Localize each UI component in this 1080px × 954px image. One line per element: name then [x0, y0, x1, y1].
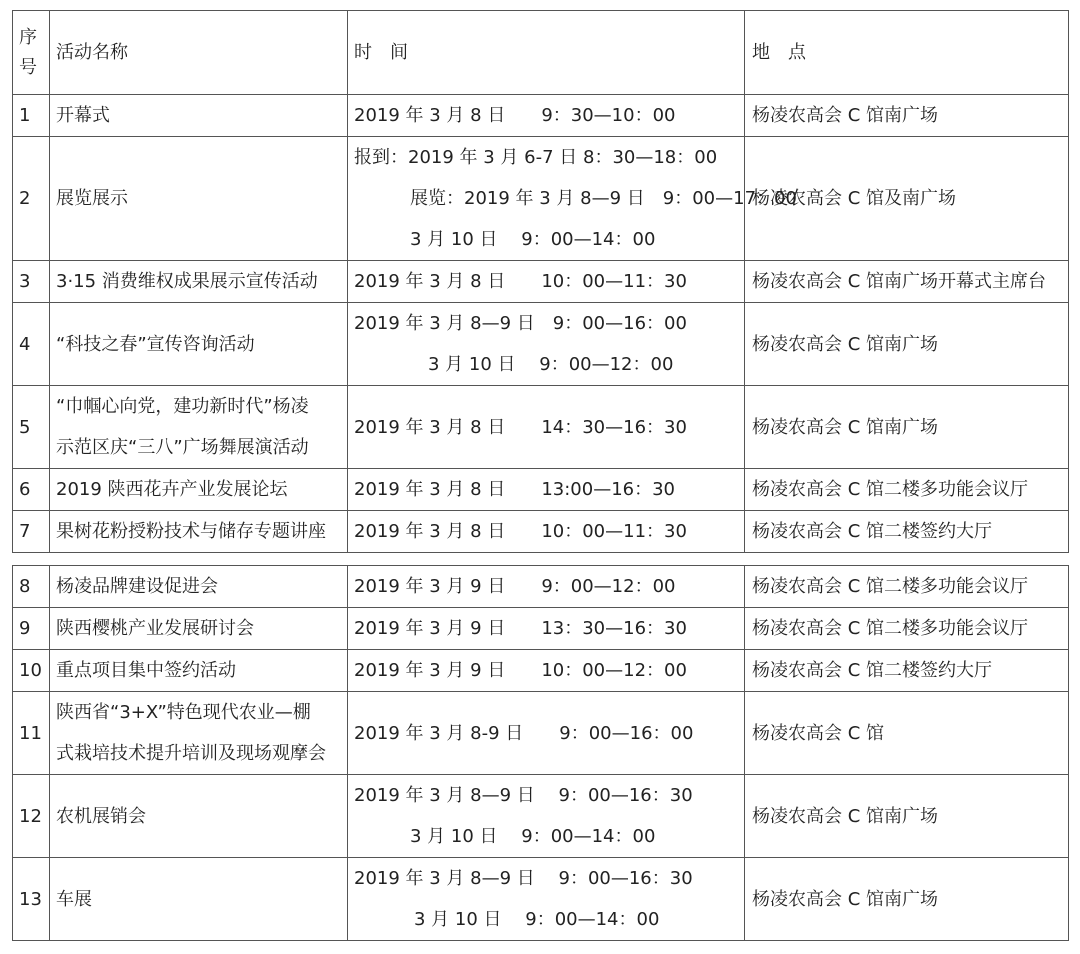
table-row — [13, 303, 1069, 386]
activity-time — [348, 511, 745, 553]
header-time: 时 间 — [348, 11, 745, 95]
table-row — [13, 469, 1069, 511]
activity-name-line: 开幕式 — [56, 105, 110, 126]
activity-time — [348, 95, 745, 137]
activity-location: 杨凌农高会 C 馆二楼多功能会议厅 — [745, 566, 1069, 608]
activity-location: 杨凌农高会 C 馆二楼签约大厅 — [745, 650, 1069, 692]
row-num: 10 — [13, 650, 50, 692]
activity-name-line: 陕西樱桃产业发展研讨会 — [56, 618, 254, 639]
activity-name-line: 示范区庆“三八”广场舞展演活动 — [56, 437, 309, 458]
activity-time-line: 3 月 10 日 9：00—14：00 — [414, 909, 660, 930]
activity-location: 杨凌农高会 C 馆及南广场 — [745, 137, 1069, 261]
activity-name — [50, 303, 348, 386]
activity-name — [50, 137, 348, 261]
activity-name — [50, 566, 348, 608]
activity-location: 杨凌农高会 C 馆南广场 — [745, 386, 1069, 469]
header-name: 活动名称 — [50, 11, 348, 95]
activity-time-line: 2019 年 3 月 9 日 9：00—12：00 — [354, 576, 676, 597]
row-num: 5 — [13, 386, 50, 469]
activity-time — [348, 303, 745, 386]
activity-time — [348, 608, 745, 650]
table-row — [13, 137, 1069, 261]
table-row — [13, 650, 1069, 692]
activity-name — [50, 775, 348, 858]
activity-time-line: 2019 年 3 月 8—9 日 9：00—16：30 — [354, 868, 693, 889]
row-num: 13 — [13, 858, 50, 941]
row-num: 1 — [13, 95, 50, 137]
row-num: 6 — [13, 469, 50, 511]
activity-name — [50, 386, 348, 469]
table-row — [13, 566, 1069, 608]
activity-name — [50, 95, 348, 137]
activity-name-line: 果树花粉授粉技术与储存专题讲座 — [56, 521, 326, 542]
activity-name — [50, 650, 348, 692]
activity-location: 杨凌农高会 C 馆南广场 — [745, 858, 1069, 941]
activity-name-line: 3·15 消费维权成果展示宣传活动 — [56, 271, 318, 292]
activity-time-line: 2019 年 3 月 8 日 14：30—16：30 — [354, 416, 687, 438]
activity-time — [348, 775, 745, 858]
activity-name-line: 陕西省“3+X”特色现代农业—棚 — [56, 702, 311, 723]
activity-name-line: 车展 — [56, 888, 92, 910]
activity-time-line: 2019 年 3 月 8—9 日 9：00—16：00 — [354, 313, 687, 334]
row-num: 9 — [13, 608, 50, 650]
activity-location: 杨凌农高会 C 馆南广场开幕式主席台 — [745, 261, 1069, 303]
activity-name-line: 展览展示 — [56, 188, 128, 209]
activity-name-line: 重点项目集中签约活动 — [56, 660, 236, 681]
activity-time-line: 2019 年 3 月 8 日 13:00—16：30 — [354, 479, 676, 500]
table-row — [13, 386, 1069, 469]
activity-location: 杨凌农高会 C 馆南广场 — [745, 775, 1069, 858]
table-row — [13, 692, 1069, 775]
activity-name — [50, 469, 348, 511]
table-row — [13, 608, 1069, 650]
activity-time — [348, 261, 745, 303]
activity-time-line: 3 月 10 日 9：00—14：00 — [410, 229, 656, 250]
activity-location: 杨凌农高会 C 馆二楼多功能会议厅 — [745, 608, 1069, 650]
schedule-table-part-1 — [12, 10, 1069, 553]
table-row — [13, 261, 1069, 303]
activity-name-line: 式栽培技术提升培训及现场观摩会 — [56, 743, 326, 764]
row-num: 12 — [13, 775, 50, 858]
activity-time — [348, 386, 745, 469]
header-row — [13, 11, 1069, 95]
header-num: 序 号 — [13, 11, 50, 95]
table-row — [13, 95, 1069, 137]
activity-time — [348, 692, 745, 775]
activity-location: 杨凌农高会 C 馆南广场 — [745, 303, 1069, 386]
activity-name — [50, 608, 348, 650]
row-num: 8 — [13, 566, 50, 608]
activity-location: 杨凌农高会 C 馆二楼签约大厅 — [745, 511, 1069, 553]
activity-name-line: 农机展销会 — [56, 805, 146, 827]
activity-time-line: 报到：2019 年 3 月 6-7 日 8：30—18：00 — [354, 147, 718, 168]
activity-time-line: 2019 年 3 月 8 日 10：00—11：30 — [354, 521, 687, 542]
activity-name — [50, 858, 348, 941]
activity-time — [348, 469, 745, 511]
table-row — [13, 511, 1069, 553]
activity-time-line: 2019 年 3 月 8 日 9：30—10：00 — [354, 105, 676, 126]
activity-name-line: “巾帼心向党，建功新时代”杨凌 — [56, 396, 309, 417]
activity-time — [348, 137, 797, 261]
activity-name — [50, 692, 348, 775]
activity-time-line: 展览：2019 年 3 月 8—9 日 9：00—17：00 — [410, 188, 797, 209]
activity-name-line: “科技之春”宣传咨询活动 — [56, 333, 255, 355]
activity-name — [50, 511, 348, 553]
activity-time-line: 2019 年 3 月 8—9 日 9：00—16：30 — [354, 785, 693, 806]
activity-location: 杨凌农高会 C 馆二楼多功能会议厅 — [745, 469, 1069, 511]
row-num: 3 — [13, 261, 50, 303]
row-num: 11 — [13, 692, 50, 775]
activity-time-line: 3 月 10 日 9：00—12：00 — [428, 354, 674, 375]
activity-name-line: 2019 陕西花卉产业发展论坛 — [56, 479, 288, 500]
row-num: 4 — [13, 303, 50, 386]
row-num: 7 — [13, 511, 50, 553]
schedule-table-part-2 — [12, 565, 1069, 941]
table-row — [13, 858, 1069, 941]
activity-time-line: 2019 年 3 月 8 日 10：00—11：30 — [354, 271, 687, 292]
row-num: 2 — [13, 137, 50, 261]
header-loc: 地 点 — [745, 11, 1069, 95]
activity-name — [50, 261, 348, 303]
table-row — [13, 775, 1069, 858]
activity-time — [348, 650, 745, 692]
activity-time-line: 2019 年 3 月 9 日 10：00—12：00 — [354, 660, 687, 681]
activity-time-line: 3 月 10 日 9：00—14：00 — [410, 826, 656, 847]
activity-location: 杨凌农高会 C 馆南广场 — [745, 95, 1069, 137]
activity-name-line: 杨凌品牌建设促进会 — [56, 576, 218, 597]
activity-time-line: 2019 年 3 月 8-9 日 9：00—16：00 — [354, 722, 694, 744]
activity-time-line: 2019 年 3 月 9 日 13：30—16：30 — [354, 618, 687, 639]
activity-time — [348, 858, 745, 941]
activity-time — [348, 566, 745, 608]
activity-location: 杨凌农高会 C 馆 — [745, 692, 1069, 775]
